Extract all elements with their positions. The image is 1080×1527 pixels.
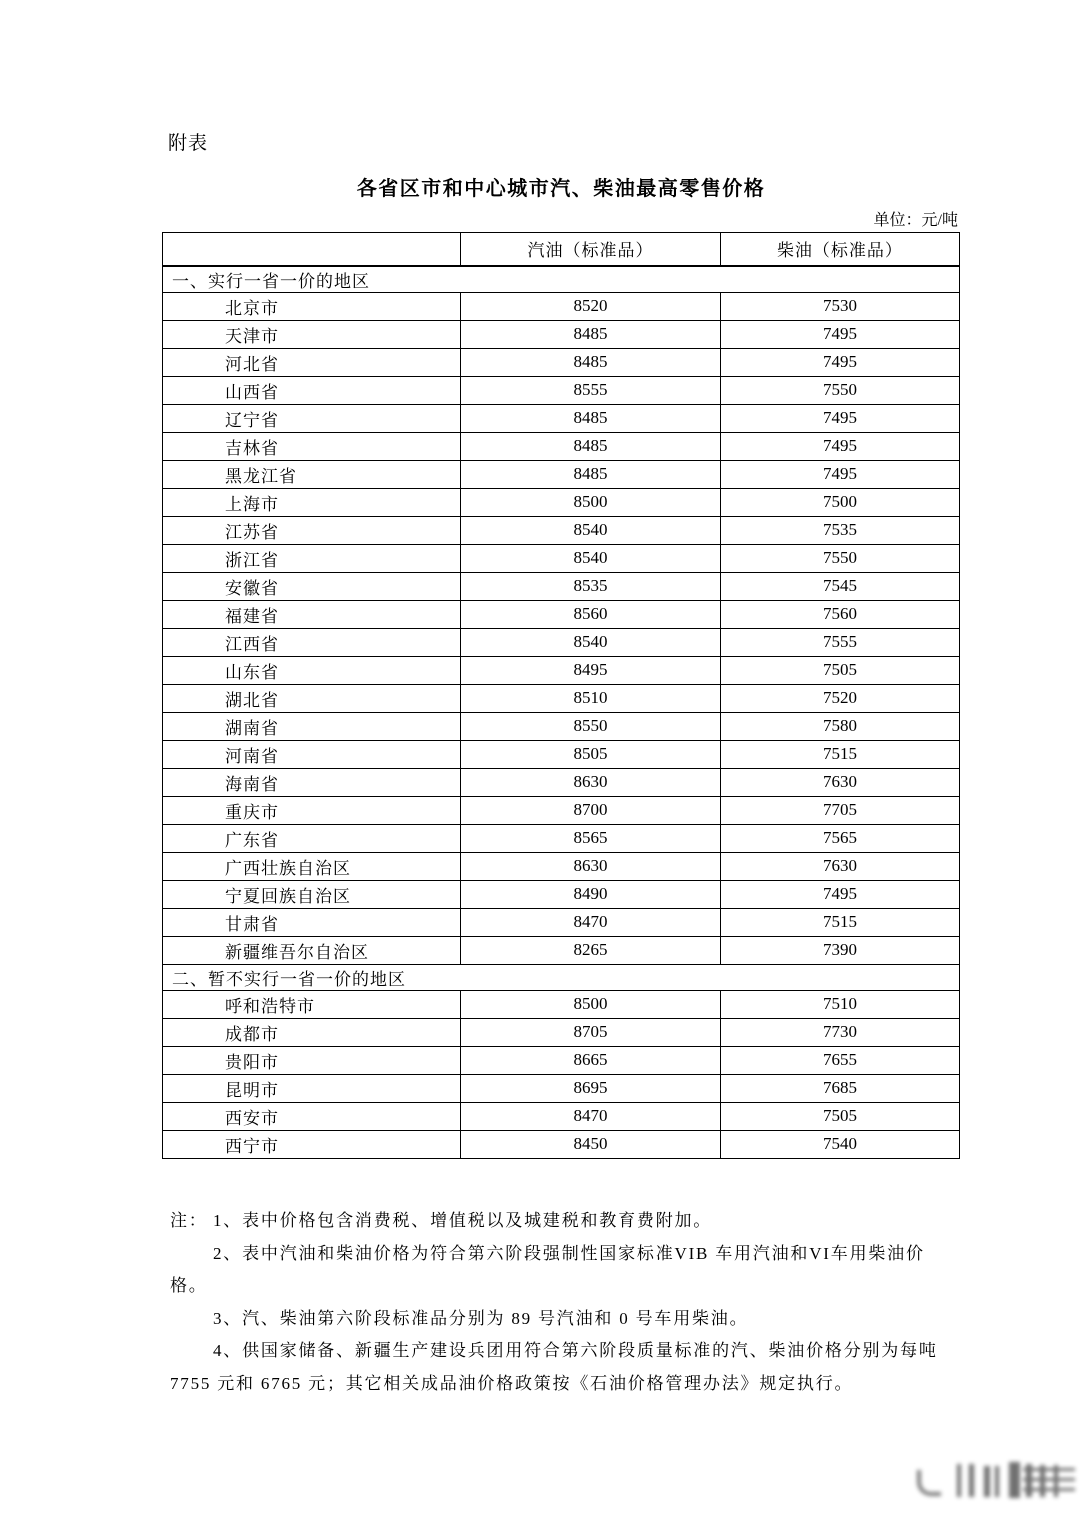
section-header: 二、暂不实行一省一价的地区 [163, 964, 960, 990]
table-row [163, 488, 960, 516]
table-row [163, 796, 960, 824]
artifact-stroke [969, 1464, 974, 1497]
table-row [163, 824, 960, 852]
region-cell: 湖南省 [163, 712, 461, 740]
gasoline-price-cell: 8490 [461, 880, 721, 908]
gasoline-price-cell: 8540 [461, 516, 721, 544]
gasoline-price-cell: 8535 [461, 572, 721, 600]
artifact-stroke [1009, 1462, 1020, 1498]
table-row [163, 572, 960, 600]
region-cell: 黑龙江省 [163, 460, 461, 488]
table-row [163, 712, 960, 740]
unit-label: 单位：元/吨 [873, 212, 958, 229]
gasoline-price-cell: 8485 [461, 320, 721, 348]
region-cell: 福建省 [163, 600, 461, 628]
gasoline-price-cell: 8540 [461, 628, 721, 656]
diesel-price-cell: 7515 [720, 740, 959, 768]
region-cell: 安徽省 [163, 572, 461, 600]
region-cell: 河南省 [163, 740, 461, 768]
diesel-price-cell: 7565 [720, 824, 959, 852]
region-cell: 新疆维吾尔自治区 [163, 936, 461, 964]
region-cell: 西安市 [163, 1102, 461, 1130]
diesel-price-cell: 7540 [720, 1130, 959, 1158]
table-row [163, 656, 960, 684]
note-item-2-continuation: 格。 [170, 1276, 208, 1295]
artifact-stroke [1023, 1468, 1075, 1471]
gasoline-price-cell: 8500 [461, 488, 721, 516]
note-item-4: 4、供国家储备、新疆生产建设兵团用符合第六阶段质量标准的汽、柴油价格分别为每吨 [213, 1341, 938, 1360]
region-cell: 贵阳市 [163, 1046, 461, 1074]
region-cell: 上海市 [163, 488, 461, 516]
diesel-price-cell: 7495 [720, 460, 959, 488]
table-row [163, 740, 960, 768]
artifact-stroke [957, 1464, 961, 1497]
diesel-price-cell: 7705 [720, 796, 959, 824]
region-column-header [163, 233, 461, 266]
table-row [163, 684, 960, 712]
table-row [163, 852, 960, 880]
table-row [163, 320, 960, 348]
diesel-column-header: 柴油（标准品） [720, 233, 959, 266]
region-cell: 山东省 [163, 656, 461, 684]
gasoline-price-cell: 8505 [461, 740, 721, 768]
diesel-price-cell: 7630 [720, 852, 959, 880]
region-cell: 昆明市 [163, 1074, 461, 1102]
diesel-price-cell: 7730 [720, 1018, 959, 1046]
gasoline-price-cell: 8485 [461, 348, 721, 376]
gasoline-price-cell: 8555 [461, 376, 721, 404]
region-cell: 广西壮族自治区 [163, 852, 461, 880]
gasoline-price-cell: 8485 [461, 432, 721, 460]
diesel-price-cell: 7685 [720, 1074, 959, 1102]
diesel-price-cell: 7555 [720, 628, 959, 656]
diesel-price-cell: 7580 [720, 712, 959, 740]
diesel-price-cell: 7495 [720, 880, 959, 908]
page-title: 各省区市和中心城市汽、柴油最高零售价格 [356, 176, 766, 200]
scan-artifact [905, 1460, 1077, 1508]
region-cell: 江西省 [163, 628, 461, 656]
artifact-stroke [1023, 1478, 1075, 1481]
diesel-price-cell: 7530 [720, 292, 959, 320]
diesel-price-cell: 7510 [720, 990, 959, 1018]
diesel-price-cell: 7495 [720, 320, 959, 348]
price-table [162, 232, 960, 1159]
gasoline-price-cell: 8630 [461, 768, 721, 796]
gasoline-price-cell: 8520 [461, 292, 721, 320]
region-cell: 山西省 [163, 376, 461, 404]
region-cell: 天津市 [163, 320, 461, 348]
diesel-price-cell: 7505 [720, 1102, 959, 1130]
diesel-price-cell: 7495 [720, 348, 959, 376]
region-cell: 湖北省 [163, 684, 461, 712]
section-header-row-1 [163, 266, 960, 293]
gasoline-price-cell: 8450 [461, 1130, 721, 1158]
table-row [163, 768, 960, 796]
notes-section [170, 1205, 970, 1400]
note-item-1: 注： 1、表中价格包含消费税、增值税以及城建税和教育费附加。 [170, 1205, 970, 1238]
table-row [163, 880, 960, 908]
region-cell: 吉林省 [163, 432, 461, 460]
gasoline-price-cell: 8500 [461, 990, 721, 1018]
table-row [163, 1074, 960, 1102]
gasoline-price-cell: 8470 [461, 1102, 721, 1130]
gasoline-price-cell: 8695 [461, 1074, 721, 1102]
gasoline-price-cell: 8565 [461, 824, 721, 852]
table-row [163, 908, 960, 936]
table-row [163, 516, 960, 544]
attachment-label: 附表 [168, 133, 209, 154]
artifact-stroke [995, 1466, 999, 1497]
diesel-price-cell: 7505 [720, 656, 959, 684]
gasoline-column-header: 汽油（标准品） [461, 233, 721, 266]
table-row [163, 600, 960, 628]
table-row [163, 990, 960, 1018]
diesel-price-cell: 7535 [720, 516, 959, 544]
gasoline-price-cell: 8560 [461, 600, 721, 628]
table-header-row [163, 233, 960, 266]
diesel-price-cell: 7515 [720, 908, 959, 936]
table-row [163, 292, 960, 320]
region-cell: 江苏省 [163, 516, 461, 544]
diesel-price-cell: 7520 [720, 684, 959, 712]
gasoline-price-cell: 8700 [461, 796, 721, 824]
gasoline-price-cell: 8495 [461, 656, 721, 684]
gasoline-price-cell: 8540 [461, 544, 721, 572]
note-item-3: 3、汽、柴油第六阶段标准品分别为 89 号汽油和 0 号车用柴油。 [213, 1308, 749, 1328]
diesel-price-cell: 7550 [720, 376, 959, 404]
region-cell: 河北省 [163, 348, 461, 376]
diesel-price-cell: 7390 [720, 936, 959, 964]
gasoline-price-cell: 8470 [461, 908, 721, 936]
artifact-stroke [917, 1470, 941, 1496]
gasoline-price-cell: 8550 [461, 712, 721, 740]
table-row [163, 1102, 960, 1130]
gasoline-price-cell: 8485 [461, 404, 721, 432]
region-cell: 广东省 [163, 824, 461, 852]
diesel-price-cell: 7655 [720, 1046, 959, 1074]
region-cell: 北京市 [163, 292, 461, 320]
gasoline-price-cell: 8510 [461, 684, 721, 712]
gasoline-price-cell: 8665 [461, 1046, 721, 1074]
region-cell: 浙江省 [163, 544, 461, 572]
table-row [163, 432, 960, 460]
note-item-2: 2、表中汽油和柴油价格为符合第六阶段强制性国家标准VIB 车用汽油和VI车用柴油价 [213, 1243, 925, 1263]
diesel-price-cell: 7545 [720, 572, 959, 600]
table-row [163, 1130, 960, 1158]
gasoline-price-cell: 8705 [461, 1018, 721, 1046]
table-row [163, 544, 960, 572]
gasoline-price-cell: 8265 [461, 936, 721, 964]
region-cell: 西宁市 [163, 1130, 461, 1158]
section-header-row-2 [163, 964, 960, 990]
artifact-stroke [1023, 1488, 1075, 1491]
region-cell: 宁夏回族自治区 [163, 880, 461, 908]
table-row [163, 1018, 960, 1046]
table-row [163, 376, 960, 404]
table-row [163, 460, 960, 488]
table-row [163, 628, 960, 656]
table-row [163, 348, 960, 376]
artifact-stroke [984, 1466, 990, 1497]
diesel-price-cell: 7495 [720, 432, 959, 460]
table-row [163, 404, 960, 432]
region-cell: 成都市 [163, 1018, 461, 1046]
diesel-price-cell: 7550 [720, 544, 959, 572]
region-cell: 海南省 [163, 768, 461, 796]
section-header: 一、实行一省一价的地区 [163, 266, 960, 293]
table-row [163, 936, 960, 964]
region-cell: 辽宁省 [163, 404, 461, 432]
region-cell: 呼和浩特市 [163, 990, 461, 1018]
diesel-price-cell: 7495 [720, 404, 959, 432]
region-cell: 甘肃省 [163, 908, 461, 936]
region-cell: 重庆市 [163, 796, 461, 824]
diesel-price-cell: 7630 [720, 768, 959, 796]
gasoline-price-cell: 8485 [461, 460, 721, 488]
notes-label: 注： [170, 1211, 208, 1230]
gasoline-price-cell: 8630 [461, 852, 721, 880]
table-row [163, 1046, 960, 1074]
diesel-price-cell: 7500 [720, 488, 959, 516]
note-item-4-continuation: 7755 元和 6765 元；其它相关成品油价格政策按《石油价格管理办法》规定执行。 [170, 1373, 854, 1393]
diesel-price-cell: 7560 [720, 600, 959, 628]
